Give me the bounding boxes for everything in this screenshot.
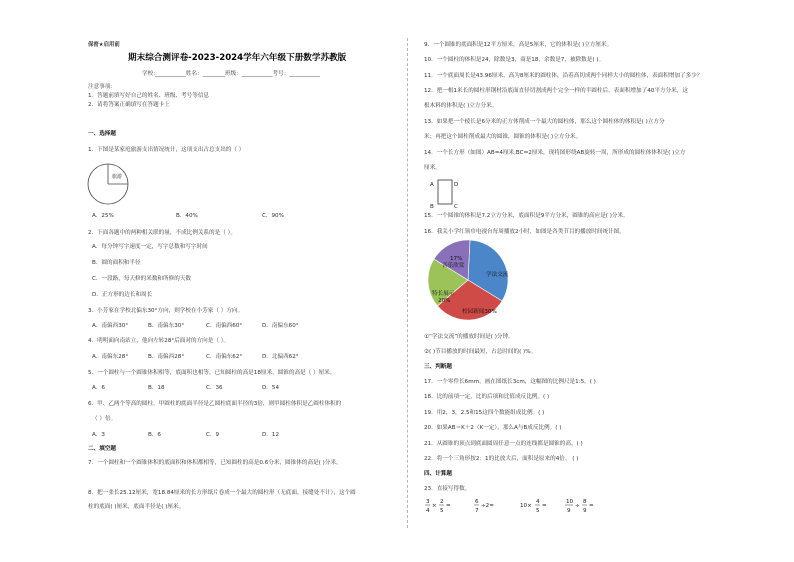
q3-option[interactable]: A．南偏西30° [92, 323, 129, 329]
question-16: 16．我关小学红领巾电视台每周播放2小时，如图是各类节目的播放时间统计图。 [424, 229, 625, 235]
question-4: 4．明明面向南站立，他向左转28°后面对的方向是（ ）。 [88, 338, 230, 344]
calc-item-3 [520, 499, 547, 514]
svg-text:÷2=: ÷2= [481, 503, 494, 509]
note-item: 1．答题前填写好自己的姓名、班级、考号等信息 [88, 93, 210, 99]
travel-pie-label: 旅游 [112, 174, 123, 180]
calc-item-2 [474, 499, 494, 514]
slice-label-talent: 特长展示 [432, 291, 455, 297]
svg-text:8: 8 [583, 499, 587, 505]
q3-option[interactable]: B．南偏东30° [148, 323, 185, 329]
q4-option[interactable]: D．北偏西62° [262, 354, 299, 360]
note-item: 2．请将答案正确填写在答题卡上 [88, 102, 170, 108]
question-14-cont: 厘米。 [424, 165, 441, 171]
notes-heading: 注意事项： [88, 84, 116, 90]
question-20: 20．如果AB＝K＋2（K一定），那么A与B成反比例。( ) [424, 425, 562, 431]
slice-label-music-pct: 17% [450, 256, 463, 262]
calc-item-4 [565, 499, 594, 514]
question-12-cont: 根木料的体积是( )立方分米。 [424, 103, 498, 109]
svg-text:2: 2 [440, 499, 444, 505]
svg-text:×: × [432, 503, 437, 509]
question-19: 19．用2，3，2.5和15这四个数能组成比例。( ) [424, 410, 545, 416]
section-heading-fill: 二、填空题 [88, 446, 116, 452]
question-2: 2．下面各题中的两种相关联的量，不成比例关系的是（ ）。 [88, 230, 236, 236]
program-pie-chart [420, 238, 530, 328]
q5-option[interactable]: B．18 [148, 385, 165, 391]
svg-text:4: 4 [426, 508, 430, 514]
svg-text:10: 10 [566, 499, 574, 505]
question-14: 14．一个长方形（如图）AB=4厘米,BC=2厘米，现将图形绕AB旋转一周，所形成的圆柱体体积是( )立方 [424, 150, 686, 156]
svg-text:5: 5 [536, 508, 540, 514]
q6-option[interactable]: B．6 [148, 432, 161, 438]
label-a: A [430, 182, 434, 188]
question-12: 12．把一根1米长的圆柱形钢材沿底面直径切割成两个完全一样的半圆柱后，表面积增加了40平方分米，这 [424, 88, 688, 94]
calc-expressions [424, 495, 624, 517]
q3-option[interactable]: D．南偏东60° [262, 323, 299, 329]
q1-option[interactable]: B．40% [176, 213, 198, 219]
q6-option[interactable]: D．12 [262, 432, 280, 438]
question-5: 5．一个圆柱与一个圆锥体积相等，底面积也相等，已知圆柱的高是18厘米，圆锥的高是（ ）厘米。 [88, 370, 336, 376]
question-13: 13．如果把一个棱长是6分米的正方体削成一个最大的圆柱体，那么这个圆柱体的体积是( )立方分 [424, 119, 665, 125]
q5-option[interactable]: D．54 [262, 385, 280, 391]
question-10: 10．一个圆柱的体积是24，除数是3，商是18，余数是7，被除数是( )。 [424, 57, 605, 63]
q4-option[interactable]: B．南偏西28° [148, 354, 185, 360]
question-9: 9．一个圆锥的底面积是12平方厘米，高是5厘米，它的体积是( )立方厘米。 [424, 42, 613, 48]
label-b: B [430, 204, 434, 210]
calc-item-1 [425, 499, 451, 514]
q2-option[interactable]: D．正方形的边长和周长 [92, 292, 153, 298]
question-8: 8．把一张长25.12厘米，宽18.84厘米的长方形纸片卷成一个最大的圆柱形（无底面，接缝处不计），这个圆 [88, 490, 356, 496]
question-18: 18．比的前项一定，比的后项和比值成反比例。( ) [424, 394, 550, 400]
secret-mark: 保密★启用前 [88, 42, 120, 48]
student-info-line[interactable]: 学校:___________姓名：________班级：___________考号：___________ [142, 71, 321, 77]
page-title: 期末综合测评卷-2023-2024学年六年级下册数学苏教版 [128, 53, 347, 63]
q4-option[interactable]: C．南偏东62° [206, 354, 243, 360]
q6-option[interactable]: C．9 [206, 432, 220, 438]
q3-option[interactable]: C．南偏西60° [206, 323, 243, 329]
question-23: 23．直接写得数。 [424, 486, 471, 492]
question-21: 21．从圆锥的顶点到底面圆周任意一点的连线都是圆锥的高。( ) [424, 441, 583, 447]
svg-text:10×: 10× [520, 503, 532, 509]
question-6: 6．甲、乙两个等高的圆柱，甲圆柱的底面半径是乙圆柱底面半径的3倍，则甲圆柱体积是乙圆柱体积的 [88, 401, 342, 407]
question-16-sub1: ①“学法交流”的播放时间是( )分钟。 [424, 334, 514, 340]
svg-text:9: 9 [567, 508, 571, 514]
travel-pie-chart [84, 160, 132, 208]
section-heading-calc: 四、计算题 [424, 471, 452, 477]
q4-option[interactable]: A．南偏东28° [92, 354, 129, 360]
svg-text:5: 5 [440, 508, 444, 514]
svg-text:3: 3 [426, 499, 430, 505]
svg-text:9: 9 [583, 508, 587, 514]
q2-option[interactable]: C．一段路，每天修的米数和所修的天数 [92, 276, 192, 282]
section-heading-judge: 三、判断题 [424, 364, 452, 370]
question-1: 1．下图是某家庭旅游支出情况统计，这项支出占总支出的（ ） [88, 147, 245, 153]
question-15: 15．一个圆锥的体积是7.2立方分米，底面积是9平方分米，圆锥的高应是( )分米。 [424, 213, 629, 219]
section-heading-choice: 一、选择题 [88, 131, 116, 137]
svg-text:=: = [446, 503, 451, 509]
svg-text:=: = [542, 503, 547, 509]
question-7: 7．一个圆柱和一个圆锥体积的底面积和体积都相等，已知圆柱的高是0.6分米，圆锥体的高是( )分米。 [88, 460, 342, 466]
svg-text:7: 7 [475, 508, 479, 514]
q6-option[interactable]: A．3 [92, 432, 105, 438]
svg-text:÷: ÷ [575, 503, 580, 509]
slice-label-music: 音乐欣赏 [442, 263, 465, 269]
column-divider [407, 38, 408, 528]
rectangle-shape [438, 180, 452, 204]
question-16-sub2: ②( )节目播放的时间最短，占总时间的( )%。 [424, 349, 537, 355]
question-22: 22．将一个三角形按2：1的比放大后，面积是原来的4倍。 ( ) [424, 456, 579, 462]
slice-label-news: 校园新闻30% [462, 309, 497, 315]
question-13-cont: 米；再把这个圆柱削成最大的圆锥，圆锥的体积是( )立方分米。 [424, 134, 582, 140]
svg-text:4: 4 [536, 499, 540, 505]
svg-text:6: 6 [475, 499, 479, 505]
q1-option[interactable]: A．25% [92, 213, 114, 219]
question-6-cont: （ ）倍。 [92, 416, 117, 422]
rectangle-figure [428, 176, 468, 210]
slice-label-study: 学法交流 [486, 272, 509, 278]
q1-option[interactable]: C．90% [262, 213, 284, 219]
label-d: D [454, 182, 459, 188]
svg-text:=: = [589, 503, 594, 509]
slice-label-talent-pct: 20% [438, 298, 451, 304]
question-8-cont: 柱的底面( )厘米，底面半径是( )厘米。 [88, 504, 185, 510]
q5-option[interactable]: A．6 [92, 385, 105, 391]
question-3: 3．小芳家在学校北偏东30°方向，则学校在小芳家（ ）方向。 [88, 308, 244, 314]
label-c: C [454, 204, 458, 210]
q5-option[interactable]: C．36 [206, 385, 223, 391]
q2-option[interactable]: A．每分钟写字速度一定，写字总数和写字时间 [92, 244, 208, 250]
q2-option[interactable]: B．圆的面积和半径 [92, 260, 141, 266]
question-11: 11．一个底面周长是43.96厘米，高为8厘米的圆柱体，沿着高切成两个同样大小的圆柱体，表面积增加了多少？ [424, 73, 703, 79]
question-17: 17．一个零件长6mm，画在图纸长3cm，这幅图的比例尺是1:5。( ) [424, 379, 596, 385]
